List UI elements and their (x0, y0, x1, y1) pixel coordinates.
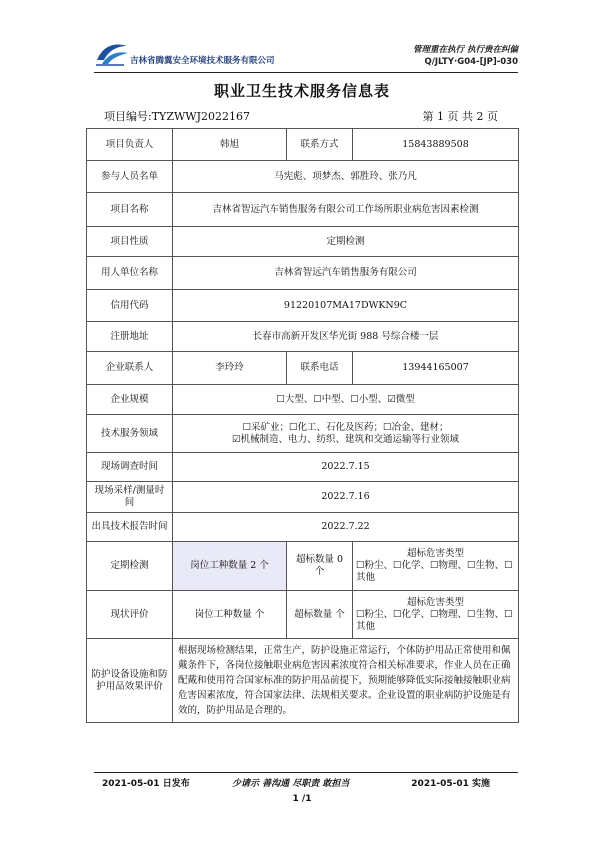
periodic-hazard (353, 542, 519, 591)
footer-rule (94, 772, 518, 773)
project-nature-value: 定期检测 (173, 227, 519, 257)
periodic-hazard-types: ☐粉尘、☐化学、☐物理、☐生物、☐其他 (356, 560, 513, 583)
page-footer (94, 776, 518, 790)
status-posts: 岗位工种数量 个 (173, 591, 287, 639)
sampling-time-label: 现场采样/测量时间 (87, 482, 173, 513)
periodic-exceed: 超标数量 0 个 (287, 542, 353, 591)
leader-value: 韩旭 (173, 129, 287, 161)
status-hazard-types: ☐粉尘、☐化学、☐物理、☐生物、☐其他 (356, 608, 513, 632)
credit-code-value: 91220107MA17DWKN9C (173, 290, 519, 322)
project-nature-label: 项目性质 (87, 227, 173, 257)
report-time-label: 出具技术报告时间 (87, 513, 173, 542)
contact-person-value: 李玲玲 (173, 352, 287, 385)
project-number-label: 项目编号: (104, 110, 152, 123)
status-label: 现状评价 (87, 591, 173, 639)
contact-person-label: 企业联系人 (87, 352, 173, 385)
contact-method-label: 联系方式 (287, 129, 353, 161)
scale-label: 企业规模 (87, 385, 173, 415)
report-time-value: 2022.7.22 (173, 513, 519, 542)
survey-time-label: 现场调查时间 (87, 453, 173, 482)
contact-phone-value: 13944165007 (353, 352, 519, 385)
header-slogan: 管理重在执行 执行贵在纠偏 (413, 45, 518, 55)
service-info-table (86, 128, 519, 723)
service-field-label: 技术服务领域 (87, 415, 173, 453)
periodic-label: 定期检测 (87, 542, 173, 591)
header-rule (94, 72, 518, 73)
footer-motto: 少请示 善沟通 尽职责 敢担当 (232, 779, 350, 789)
address-label: 注册地址 (87, 322, 173, 352)
project-name-value: 吉林省智远汽车销售服务有限公司工作场所职业病危害因素检测 (173, 193, 519, 227)
address-value: 长春市高新开发区华光街 988 号综合楼一层 (173, 322, 519, 352)
status-hazard (353, 591, 519, 639)
implement-date: 2021-05-01 实施 (411, 779, 490, 789)
service-field-line-1: ☐采矿业；☐化工、石化及医药；☐冶金、建材； (242, 421, 449, 433)
company-name: 吉林省腾翼安全环境技术服务有限公司 (130, 56, 275, 66)
footer-page-number: 1 /1 (292, 794, 312, 804)
scale-value: ☐大型、☐中型、☐小型、☑微型 (173, 385, 519, 415)
protection-text: 根据现场检测结果，正常生产，防护设施正常运行，个体防护用品正常使用和佩戴条件下，各岗位接触职业病危害因素浓度符合相关标准要求，作业人员在正确配戴和使用符合国家标准的防护用品前提下，预期能够降低实际接触接触职业病危害因素浓度，符合国家法律、法规相关要求。企业设置的职业病防护设施是有效的，防护用品是合理的。 (173, 639, 519, 723)
members-value: 马宪彪、项梦杰、郭胜玲、张乃凡 (173, 161, 519, 193)
employer-label: 用人单位名称 (87, 257, 173, 290)
members-label: 参与人员名单 (87, 161, 173, 193)
protection-label: 防护设备设施和防护用品效果评价 (87, 639, 173, 723)
project-number: TYZWWJ2022167 (151, 110, 250, 123)
status-exceed: 超标数量 个 (287, 591, 353, 639)
employer-value: 吉林省智远汽车销售服务有限公司 (173, 257, 519, 290)
survey-time-value: 2022.7.15 (173, 453, 519, 482)
project-name-label: 项目名称 (87, 193, 173, 227)
company-logo (94, 38, 130, 68)
service-field-line-2: ☑机械制造、电力、纺织、建筑和交通运输等行业领域 (231, 433, 460, 445)
document-number: Q/JLTY·G04-[JP]-030 (424, 57, 518, 67)
leader-label: 项目负责人 (87, 129, 173, 161)
status-hazard-title: 超标危害类型 (406, 596, 464, 608)
publish-date: 2021-05-01 日发布 (102, 779, 190, 789)
page-header (94, 36, 518, 74)
sampling-time-value: 2022.7.16 (173, 482, 519, 513)
contact-phone-label: 联系电话 (287, 352, 353, 385)
periodic-hazard-title: 超标危害类型 (406, 548, 464, 559)
contact-method-value: 15843889508 (353, 129, 519, 161)
project-number-line (104, 108, 250, 124)
page-title: 职业卫生技术服务信息表 (213, 82, 390, 100)
page-info: 第 1 页 共 2 页 (422, 110, 498, 123)
periodic-posts: 岗位工种数量 2 个 (173, 542, 287, 591)
service-field-value (173, 415, 519, 453)
credit-code-label: 信用代码 (87, 290, 173, 322)
